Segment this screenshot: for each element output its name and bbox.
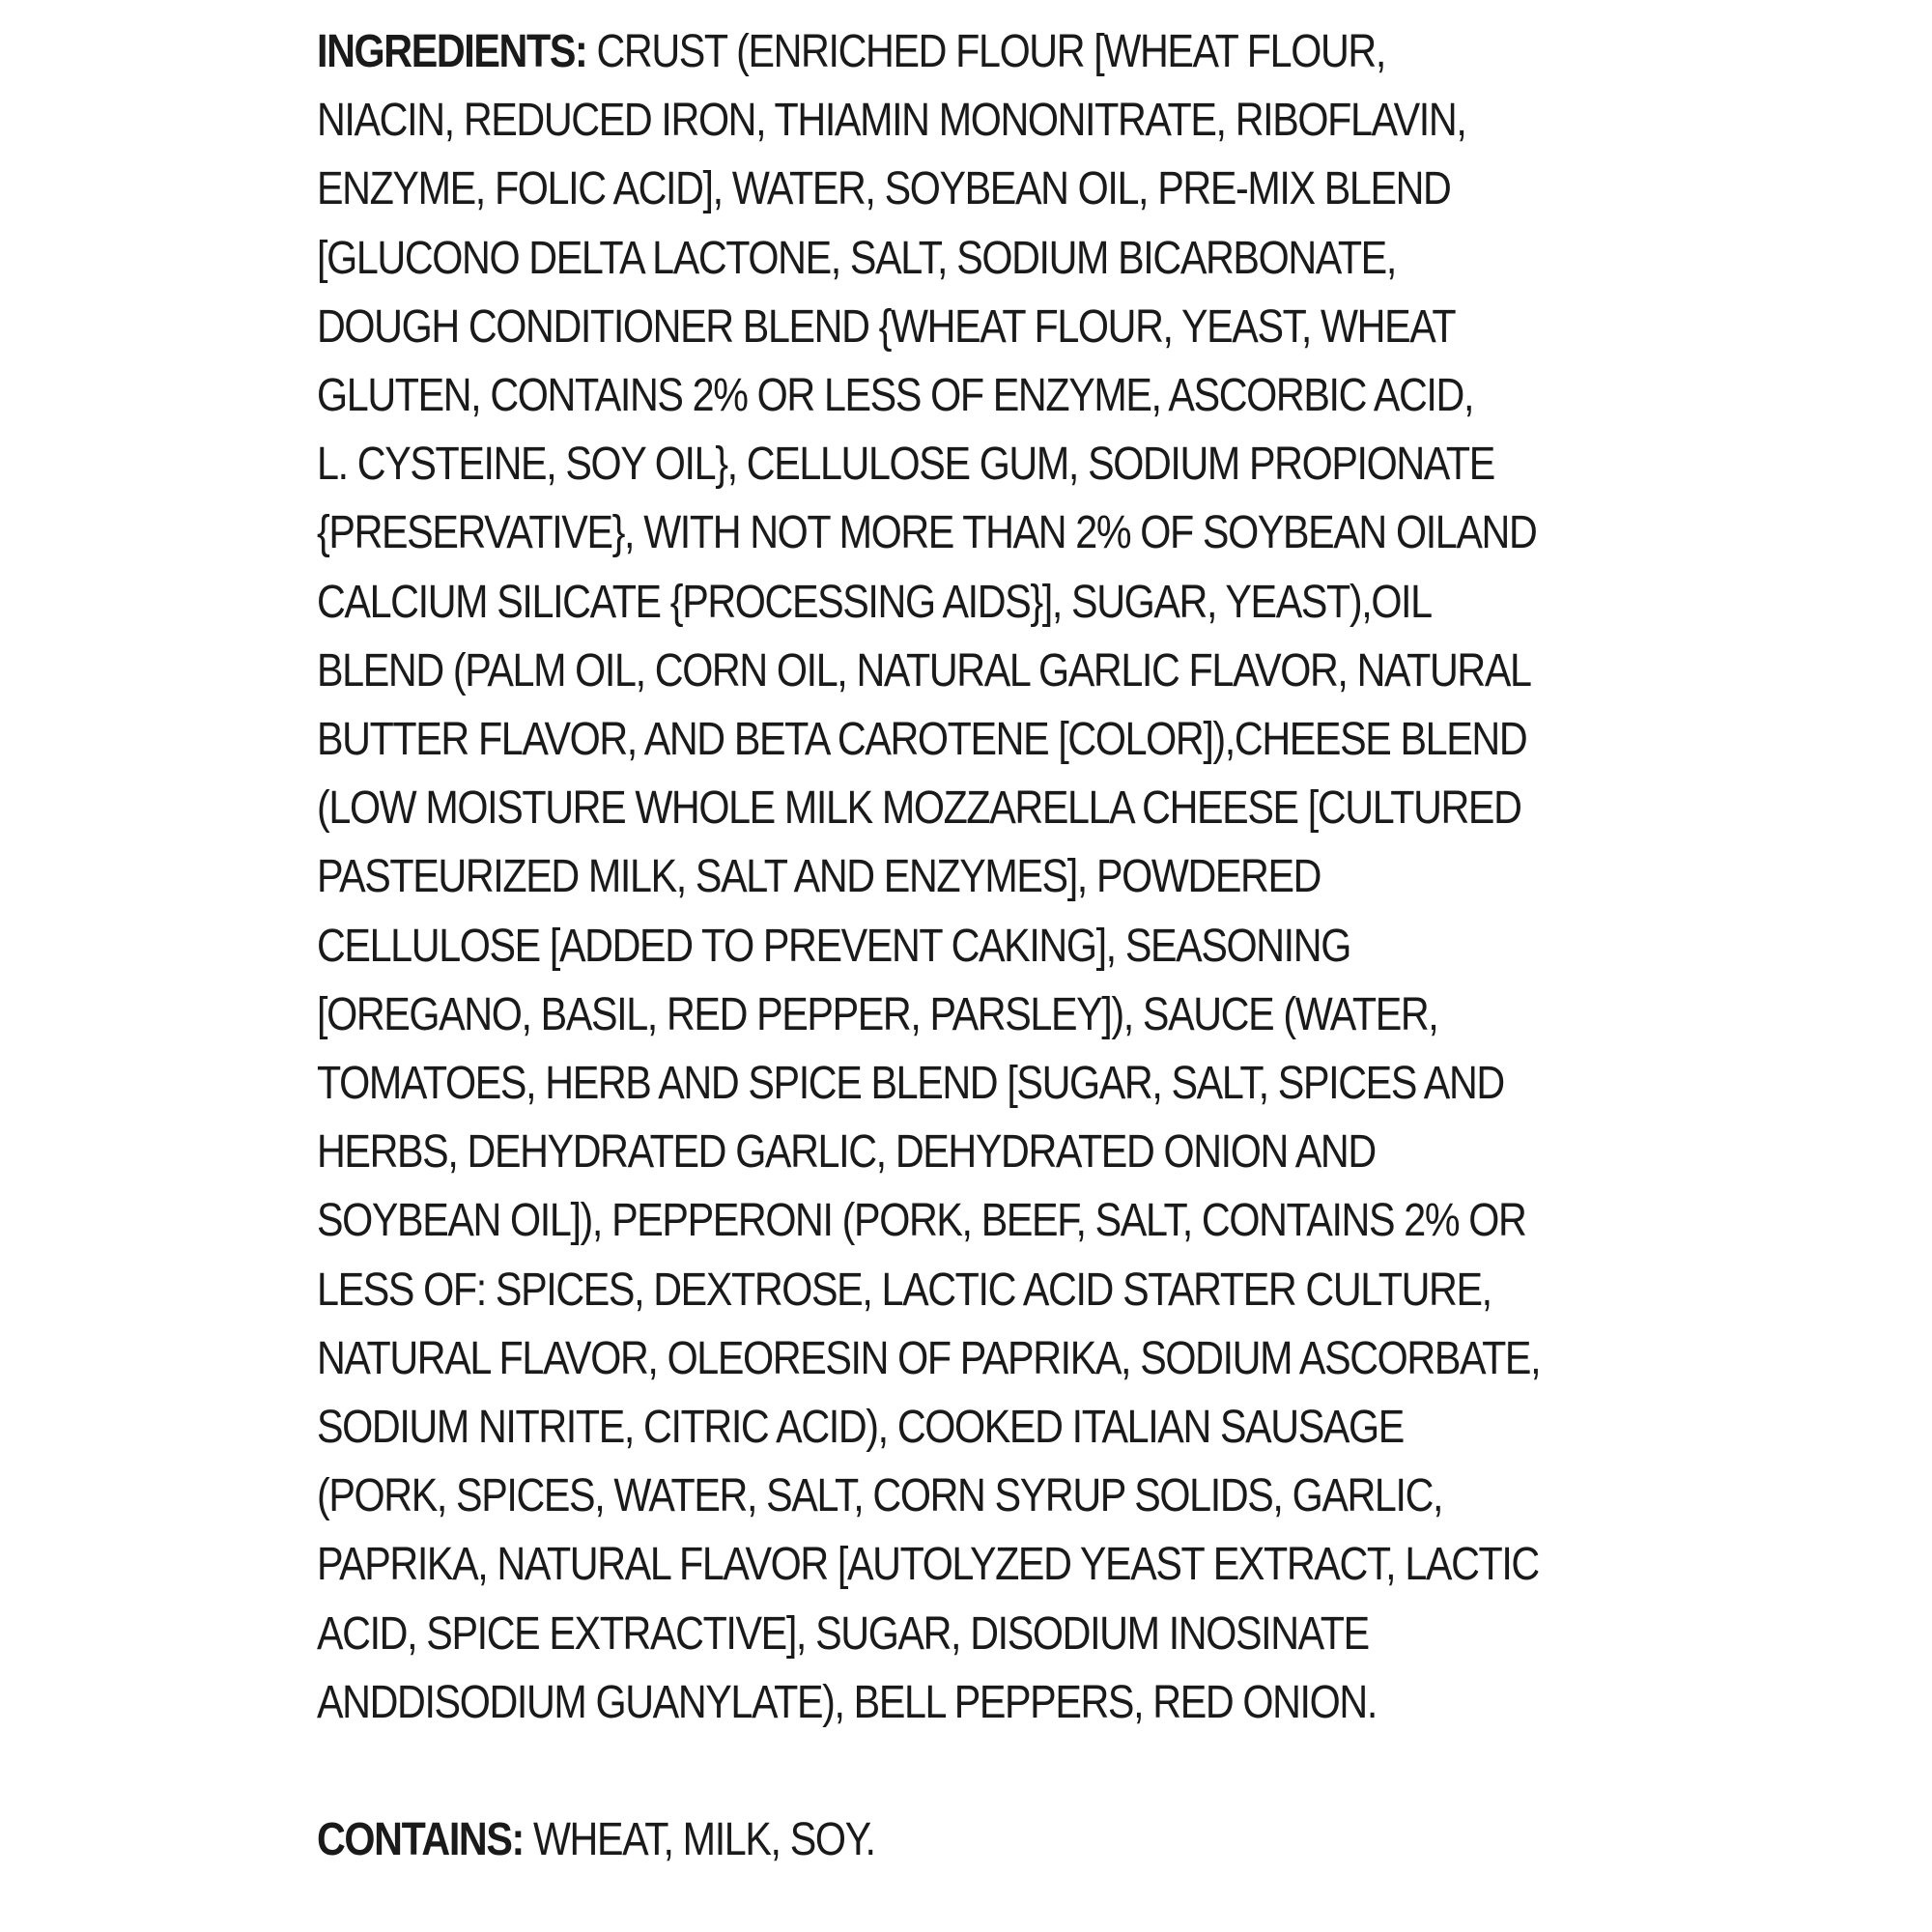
ingredients-line: ACID, SPICE EXTRACTIVE], SUGAR, DISODIUM INOSINATE <box>317 1607 1369 1660</box>
ingredients-line: ANDDISODIUM GUANYLATE), BELL PEPPERS, RED ONION. <box>317 1676 1377 1728</box>
ingredient-label <box>317 17 1708 1874</box>
ingredients-line: (LOW MOISTURE WHOLE MILK MOZZARELLA CHEESE [CULTURED <box>317 782 1521 835</box>
ingredients-line: CELLULOSE [ADDED TO PREVENT CAKING], SEASONING <box>317 920 1350 972</box>
ingredients-line: GLUTEN, CONTAINS 2% OR LESS OF ENZYME, ASCORBIC ACID, <box>317 370 1474 422</box>
ingredients-line: SODIUM NITRITE, CITRIC ACID), COOKED ITALIAN SAUSAGE <box>317 1402 1404 1454</box>
ingredients-line: PAPRIKA, NATURAL FLAVOR [AUTOLYZED YEAST EXTRACT, LACTIC <box>317 1539 1539 1591</box>
contains-line <box>317 1805 1513 1874</box>
ingredients-line: LESS OF: SPICES, DEXTROSE, LACTIC ACID STARTER CULTURE, <box>317 1264 1492 1316</box>
ingredients-line: ENZYME, FOLIC ACID], WATER, SOYBEAN OIL, PRE-MIX BLEND <box>317 163 1451 215</box>
ingredients-statement <box>317 17 1708 1737</box>
ingredients-line: SOYBEAN OIL]), PEPPERONI (PORK, BEEF, SALT, CONTAINS 2% OR <box>317 1195 1526 1247</box>
ingredients-line: PASTEURIZED MILK, SALT AND ENZYMES], POWDERED <box>317 851 1321 903</box>
ingredients-line <box>317 17 1513 86</box>
ingredients-first-line-text: CRUST (ENRICHED FLOUR [WHEAT FLOUR, <box>586 26 1385 77</box>
ingredients-line: NIACIN, REDUCED IRON, THIAMIN MONONITRATE, RIBOFLAVIN, <box>317 95 1466 147</box>
ingredients-line: BLEND (PALM OIL, CORN OIL, NATURAL GARLIC FLAVOR, NATURAL <box>317 644 1531 696</box>
ingredients-line: (PORK, SPICES, WATER, SALT, CORN SYRUP SOLIDS, GARLIC, <box>317 1470 1443 1522</box>
contains-heading: CONTAINS: <box>317 1814 524 1866</box>
ingredients-line: TOMATOES, HERB AND SPICE BLEND [SUGAR, SALT, SPICES AND <box>317 1058 1504 1110</box>
ingredients-line: HERBS, DEHYDRATED GARLIC, DEHYDRATED ONION AND <box>317 1126 1376 1179</box>
ingredients-line: CALCIUM SILICATE {PROCESSING AIDS}], SUGAR, YEAST),OIL <box>317 576 1432 628</box>
ingredients-line: [OREGANO, BASIL, RED PEPPER, PARSLEY]), SAUCE (WATER, <box>317 988 1438 1040</box>
allergen-statement <box>317 1805 1708 1874</box>
ingredients-line: BUTTER FLAVOR, AND BETA CAROTENE [COLOR]),CHEESE BLEND <box>317 714 1527 766</box>
ingredients-line: {PRESERVATIVE}, WITH NOT MORE THAN 2% OF SOYBEAN OILAND <box>317 507 1537 559</box>
ingredients-heading: INGREDIENTS: <box>317 26 587 77</box>
contains-text: WHEAT, MILK, SOY. <box>523 1814 875 1866</box>
ingredients-line: DOUGH CONDITIONER BLEND {WHEAT FLOUR, YEAST, WHEAT <box>317 300 1456 353</box>
ingredients-line: L. CYSTEINE, SOY OIL}, CELLULOSE GUM, SODIUM PROPIONATE <box>317 439 1494 491</box>
ingredients-line: NATURAL FLAVOR, OLEORESIN OF PAPRIKA, SODIUM ASCORBATE, <box>317 1332 1541 1384</box>
ingredients-line: [GLUCONO DELTA LACTONE, SALT, SODIUM BICARBONATE, <box>317 232 1396 284</box>
